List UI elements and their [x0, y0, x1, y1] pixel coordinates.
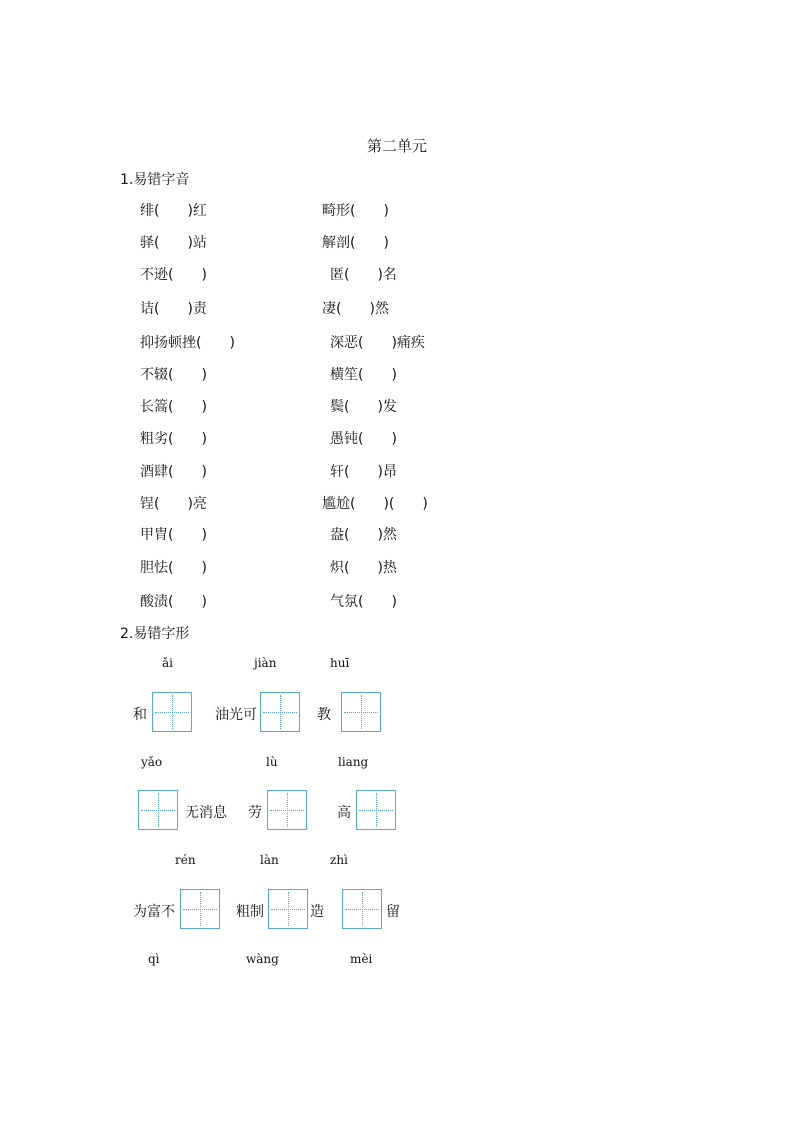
section-heading-pronunciation: 1.易错字音 — [120, 172, 190, 188]
pronunciation-item: 轩( )昂 — [330, 464, 397, 480]
pronunciation-item: 炽( )热 — [330, 560, 397, 576]
pinyin-hint: liang — [338, 755, 369, 769]
pronunciation-item: 凄( )然 — [322, 301, 389, 317]
word-prefix: 粗制 — [236, 904, 264, 920]
writing-grid-box[interactable] — [260, 692, 300, 732]
pronunciation-item: 甲胄( ) — [140, 527, 207, 543]
writing-grid-box[interactable] — [342, 889, 382, 929]
pinyin-hint: jiàn — [254, 656, 277, 670]
pinyin-hint: rén — [175, 853, 196, 867]
writing-grid-box[interactable] — [267, 790, 307, 830]
word-suffix: 造 — [310, 904, 324, 920]
pronunciation-item: 胆怯( ) — [140, 560, 207, 576]
pronunciation-item: 深恶( )痛疾 — [330, 335, 425, 351]
writing-grid-box[interactable] — [180, 889, 220, 929]
pronunciation-item: 长篙( ) — [140, 399, 207, 415]
pinyin-hint: ǎi — [162, 656, 173, 670]
pronunciation-item: 不辍( ) — [140, 367, 207, 383]
word-prefix: 为富不 — [133, 904, 175, 920]
pronunciation-item: 尴尬( )( ) — [322, 496, 428, 512]
word-suffix: 无消息 — [185, 805, 227, 821]
pinyin-hint: wàng — [246, 952, 279, 966]
writing-grid-box[interactable] — [152, 692, 192, 732]
word-prefix: 油光可 — [215, 707, 257, 723]
pronunciation-item: 抑扬顿挫( ) — [140, 335, 235, 351]
word-prefix: 劳 — [248, 805, 262, 821]
pinyin-hint: làn — [260, 853, 279, 867]
pronunciation-item: 解剖( ) — [322, 235, 389, 251]
pronunciation-item: 驿( )站 — [140, 235, 207, 251]
pronunciation-item: 畸形( ) — [322, 203, 389, 219]
writing-grid-box[interactable] — [341, 692, 381, 732]
page-title: 第二单元 — [366, 137, 427, 155]
word-prefix: 和 — [133, 707, 147, 723]
pronunciation-item: 诘( )责 — [140, 301, 207, 317]
pronunciation-item: 酒肆( ) — [140, 464, 207, 480]
section-heading-glyph: 2.易错字形 — [120, 626, 190, 642]
pronunciation-item: 粗劣( ) — [140, 431, 207, 447]
pronunciation-item: 锃( )亮 — [140, 496, 207, 512]
pronunciation-item: 鬓( )发 — [330, 399, 397, 415]
pinyin-hint: mèi — [350, 952, 373, 966]
word-prefix: 教 — [317, 707, 331, 723]
pronunciation-item: 不逊( ) — [140, 267, 207, 283]
writing-grid-box[interactable] — [356, 790, 396, 830]
writing-grid-box[interactable] — [268, 889, 308, 929]
word-suffix: 留 — [386, 904, 400, 920]
pinyin-hint: qì — [148, 952, 160, 966]
pinyin-hint: yǎo — [141, 755, 163, 769]
pronunciation-item: 匿( )名 — [330, 267, 397, 283]
pinyin-hint: lù — [266, 755, 278, 769]
pronunciation-item: 横笙( ) — [330, 367, 397, 383]
pronunciation-item: 愚钝( ) — [330, 431, 397, 447]
pronunciation-item: 绯( )红 — [140, 203, 207, 219]
word-prefix: 高 — [337, 805, 351, 821]
writing-grid-box[interactable] — [138, 790, 178, 830]
pronunciation-item: 盎( )然 — [330, 527, 397, 543]
pronunciation-item: 酸渍( ) — [140, 594, 207, 610]
pinyin-hint: huī — [330, 656, 350, 670]
pronunciation-item: 气氛( ) — [330, 594, 397, 610]
pinyin-hint: zhì — [330, 853, 348, 867]
